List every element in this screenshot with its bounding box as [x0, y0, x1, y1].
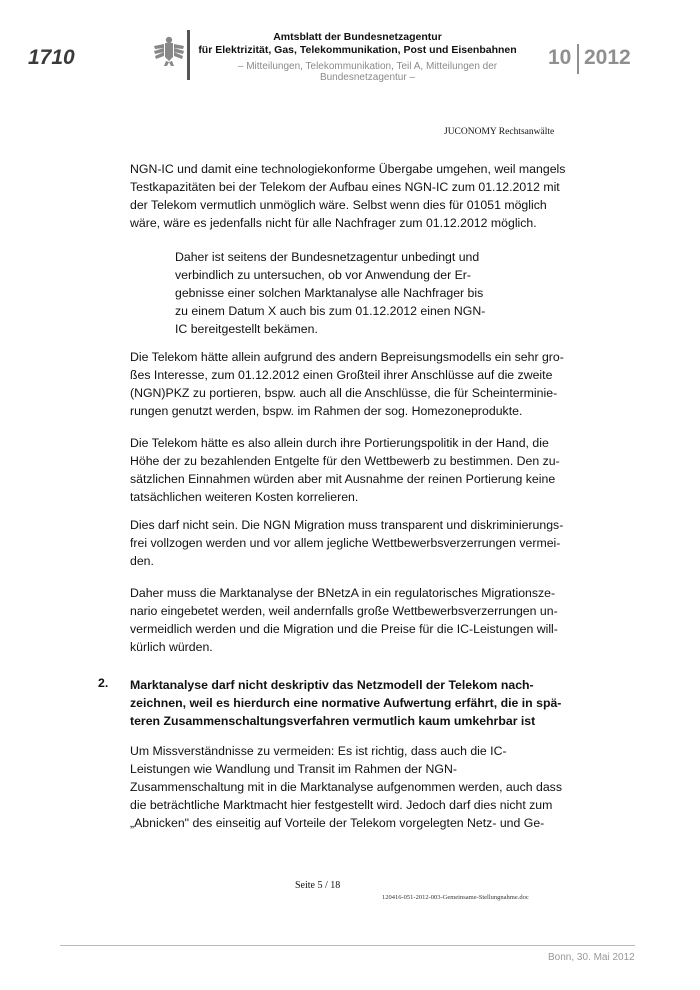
text-line: Die Telekom hätte allein aufgrund des andern Bepreisungsmodells ein sehr gro-: [130, 350, 564, 364]
law-firm-letterhead: JUCONOMY Rechtsanwälte: [444, 127, 555, 137]
paragraph-5: [130, 584, 558, 656]
text-line: Zusammenschaltung mit in die Marktanalyse aufgenommen werden, auch dass: [130, 780, 562, 794]
text-line: ßes Interesse, zum 01.12.2012 einen Großteil ihrer Anschlüsse auf die zweite: [130, 368, 553, 382]
text-line: den.: [130, 554, 154, 568]
text-line: frei vollzogen werden und vor allem jegliche Wettbewerbsverzerrungen vermei-: [130, 536, 561, 550]
header-divider: [187, 30, 190, 80]
text-line: „Abnicken" des einseitig auf Vorteile der Telekom vorgelegten Netz- und Ge-: [130, 816, 545, 830]
heading-line: Marktanalyse darf nicht deskriptiv das Netzmodell der Telekom nach-: [130, 678, 534, 692]
paragraph-3: [130, 434, 560, 506]
issue-number: 10: [548, 46, 572, 69]
text-line: Die Telekom hätte es also allein durch ihre Portierungspolitik in der Hand, die: [130, 436, 549, 450]
gazette-subtitle: für Elektrizität, Gas, Telekommunikation, Post und Eisenbahnen: [198, 44, 517, 56]
federal-eagle-icon: [152, 34, 186, 68]
paragraph-6: [130, 742, 562, 832]
text-line: kürlich würden.: [130, 640, 213, 654]
text-line: Um Missverständnisse zu vermeiden: Es ist richtig, dass auch die IC-: [130, 744, 507, 758]
text-line: Dies darf nicht sein. Die NGN Migration muss transparent und diskriminierungs-: [130, 518, 564, 532]
issue-year: 2012: [584, 46, 631, 69]
text-line: Höhe der zu bezahlenden Entgelte für den Wettbewerb zu bestimmen. Den zu-: [130, 454, 560, 468]
text-line: nario eingebetet werden, weil andernfalls große Wettbewerbsverzerrungen un-: [130, 604, 558, 618]
text-line: vermeidlich werden und die Migration und die Preise für die IC-Leistungen will-: [130, 622, 558, 636]
text-line: gebnisse einer solchen Marktanalyse alle Nachfrager bis: [175, 286, 484, 300]
text-line: IC bereitgestellt bekämen.: [175, 322, 318, 336]
section-caption: – Mitteilungen, Telekommunikation, Teil A, Mitteilungen der Bundesnetzagentur –: [237, 61, 498, 83]
text-line: der Telekom vermutlich unmöglich wäre. Selbst wenn dies für 01051 möglich: [130, 198, 547, 212]
text-line: Leistungen wie Wandlung und Transit im Rahmen der NGN-: [130, 762, 457, 776]
section-heading: [130, 676, 562, 730]
text-line: Testkapazitäten bei der Telekom der Aufbau eines NGN-IC zum 01.12.2012 mit: [130, 180, 560, 194]
section-number: 2.: [98, 676, 109, 690]
text-line: Daher ist seitens der Bundesnetzagentur unbedingt und: [175, 250, 480, 264]
document-reference: 120416-051-2012-003-Gemeinsame-Stellungnahme.doc: [382, 894, 529, 901]
heading-line: zeichnen, weil es hierdurch eine normative Aufwertung erfährt, die in spä-: [130, 696, 562, 710]
text-line: rungen genutzt werden, bspw. im Rahmen der sog. Homezoneprodukte.: [130, 404, 523, 418]
text-line: die beträchtliche Marktmacht hier festgestellt wird. Jedoch darf dies nicht zum: [130, 798, 553, 812]
heading-line: teren Zusammenschaltungsverfahren vermutlich kaum umkehrbar ist: [130, 714, 536, 728]
text-line: zu einem Datum X auch bis zum 01.12.2012 einen NGN-: [175, 304, 486, 318]
issue-divider: [577, 44, 579, 74]
publication-date: Bonn, 30. Mai 2012: [548, 952, 635, 963]
text-line: sätzlichen Einnahmen würden aber mit Ausnahme der reinen Portierung keine: [130, 472, 556, 486]
paragraph-1: [130, 160, 566, 232]
text-line: Daher muss die Marktanalyse der BNetzA in ein regulatorisches Migrationsze-: [130, 586, 556, 600]
paragraph-2: [130, 348, 564, 420]
paragraph-4: [130, 516, 564, 570]
gazette-title: Amtsblatt der Bundesnetzagentur: [273, 31, 442, 43]
indented-quote: [175, 248, 486, 338]
text-line: tatsächlichen weiteren Kosten korrelieren.: [130, 490, 359, 504]
text-line: wäre, wäre es jedenfalls nicht für alle Nachfrager zum 01.12.2012 möglich.: [130, 216, 537, 230]
page-counter: Seite 5 / 18: [295, 880, 341, 891]
text-line: verbindlich zu untersuchen, ob vor Anwendung der Er-: [175, 268, 471, 282]
text-line: NGN-IC und damit eine technologiekonforme Übergabe umgehen, weil mangels: [130, 162, 566, 176]
page-number: 1710: [28, 46, 75, 69]
footer-divider: [60, 945, 635, 946]
text-line: (NGN)PKZ zu portieren, bspw. auch all die Anschlüsse, die für Scheinterminie-: [130, 386, 558, 400]
